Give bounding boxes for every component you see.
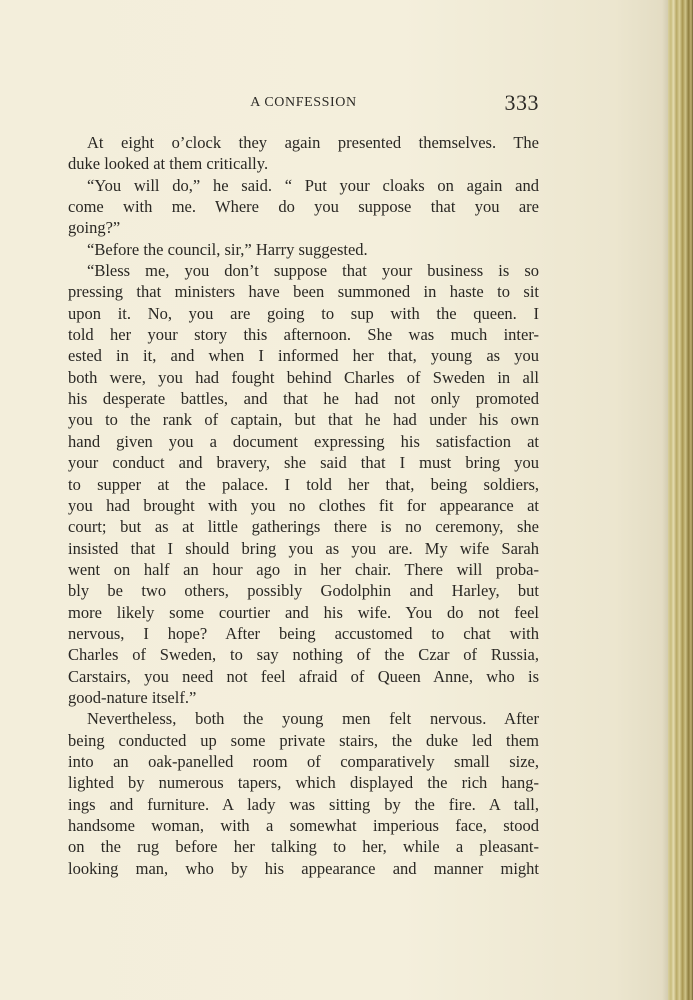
text-line: come with me. Where do you suppose that you are (68, 197, 539, 217)
text-line: both were, you had fought behind Charles of Sweden in all (68, 367, 539, 387)
text-line: pressing that ministers have been summoned in haste to sit (68, 282, 539, 302)
text-line: “You will do,” he said. “ Put your cloaks on again and (87, 175, 539, 195)
text-line: upon it. No, you are going to sup with the queen. I (68, 303, 539, 323)
text-line: being conducted up some private stairs, the duke led them (68, 730, 539, 750)
text-line: went on half an hour ago in her chair. There will proba- (68, 559, 539, 579)
text-line: ings and furniture. A lady was sitting by the fire. A tall, (68, 794, 539, 814)
text-line: hand given you a document expressing his satisfaction at (68, 431, 539, 451)
running-header (68, 92, 539, 116)
text-line: into an oak-panelled room of comparatively small size, (68, 751, 539, 771)
text-line: good-nature itself.” (68, 687, 197, 707)
text-line: lighted by numerous tapers, which displayed the rich hang- (68, 773, 539, 793)
text-line: insisted that I should bring you as you are. My wife Sarah (68, 538, 539, 558)
text-line: ested in it, and when I informed her that, young as you (68, 346, 539, 366)
text-line: court; but as at little gatherings there is no ceremony, she (68, 517, 539, 537)
text-line: more likely some courtier and his wife. You do not feel (68, 602, 539, 622)
page-number: 333 (504, 90, 539, 115)
text-line: you to the rank of captain, but that he had under his own (68, 410, 539, 430)
text-line: looking man, who by his appearance and manner might (68, 858, 539, 878)
text-line: told her your story this afternoon. She was much inter- (68, 325, 539, 345)
book-spine-edge (668, 0, 693, 1000)
text-line: duke looked at them critically. (68, 154, 269, 174)
body-text (68, 132, 539, 879)
text-line: Charles of Sweden, to say nothing of the Czar of Russia, (68, 645, 539, 665)
text-line: going?” (68, 218, 121, 238)
text-line: his desperate battles, and that he had not only promoted (68, 389, 539, 409)
text-line: Carstairs, you need not feel afraid of Queen Anne, who is (68, 666, 539, 686)
text-line: to supper at the palace. I told her that, being soldiers, (68, 474, 539, 494)
text-line: on the rug before her talking to her, while a pleasant- (68, 837, 539, 857)
text-line: “Bless me, you don’t suppose that your business is so (87, 261, 539, 281)
text-line: handsome woman, with a somewhat imperious face, stood (68, 816, 539, 835)
text-line: “Before the council, sir,” Harry suggested. (87, 239, 368, 259)
text-line: bly be two others, possibly Godolphin and Harley, but (68, 581, 539, 601)
text-line: nervous, I hope? After being accustomed to chat with (68, 623, 539, 643)
text-line: Nevertheless, both the young men felt nervous. After (87, 709, 539, 729)
running-title: A CONFESSION (250, 95, 357, 110)
text-line: you had brought with you no clothes fit for appearance at (68, 495, 539, 515)
text-line: your conduct and bravery, she said that I must bring you (68, 453, 539, 473)
text-line: At eight o’clock they again presented themselves. The (87, 133, 539, 152)
